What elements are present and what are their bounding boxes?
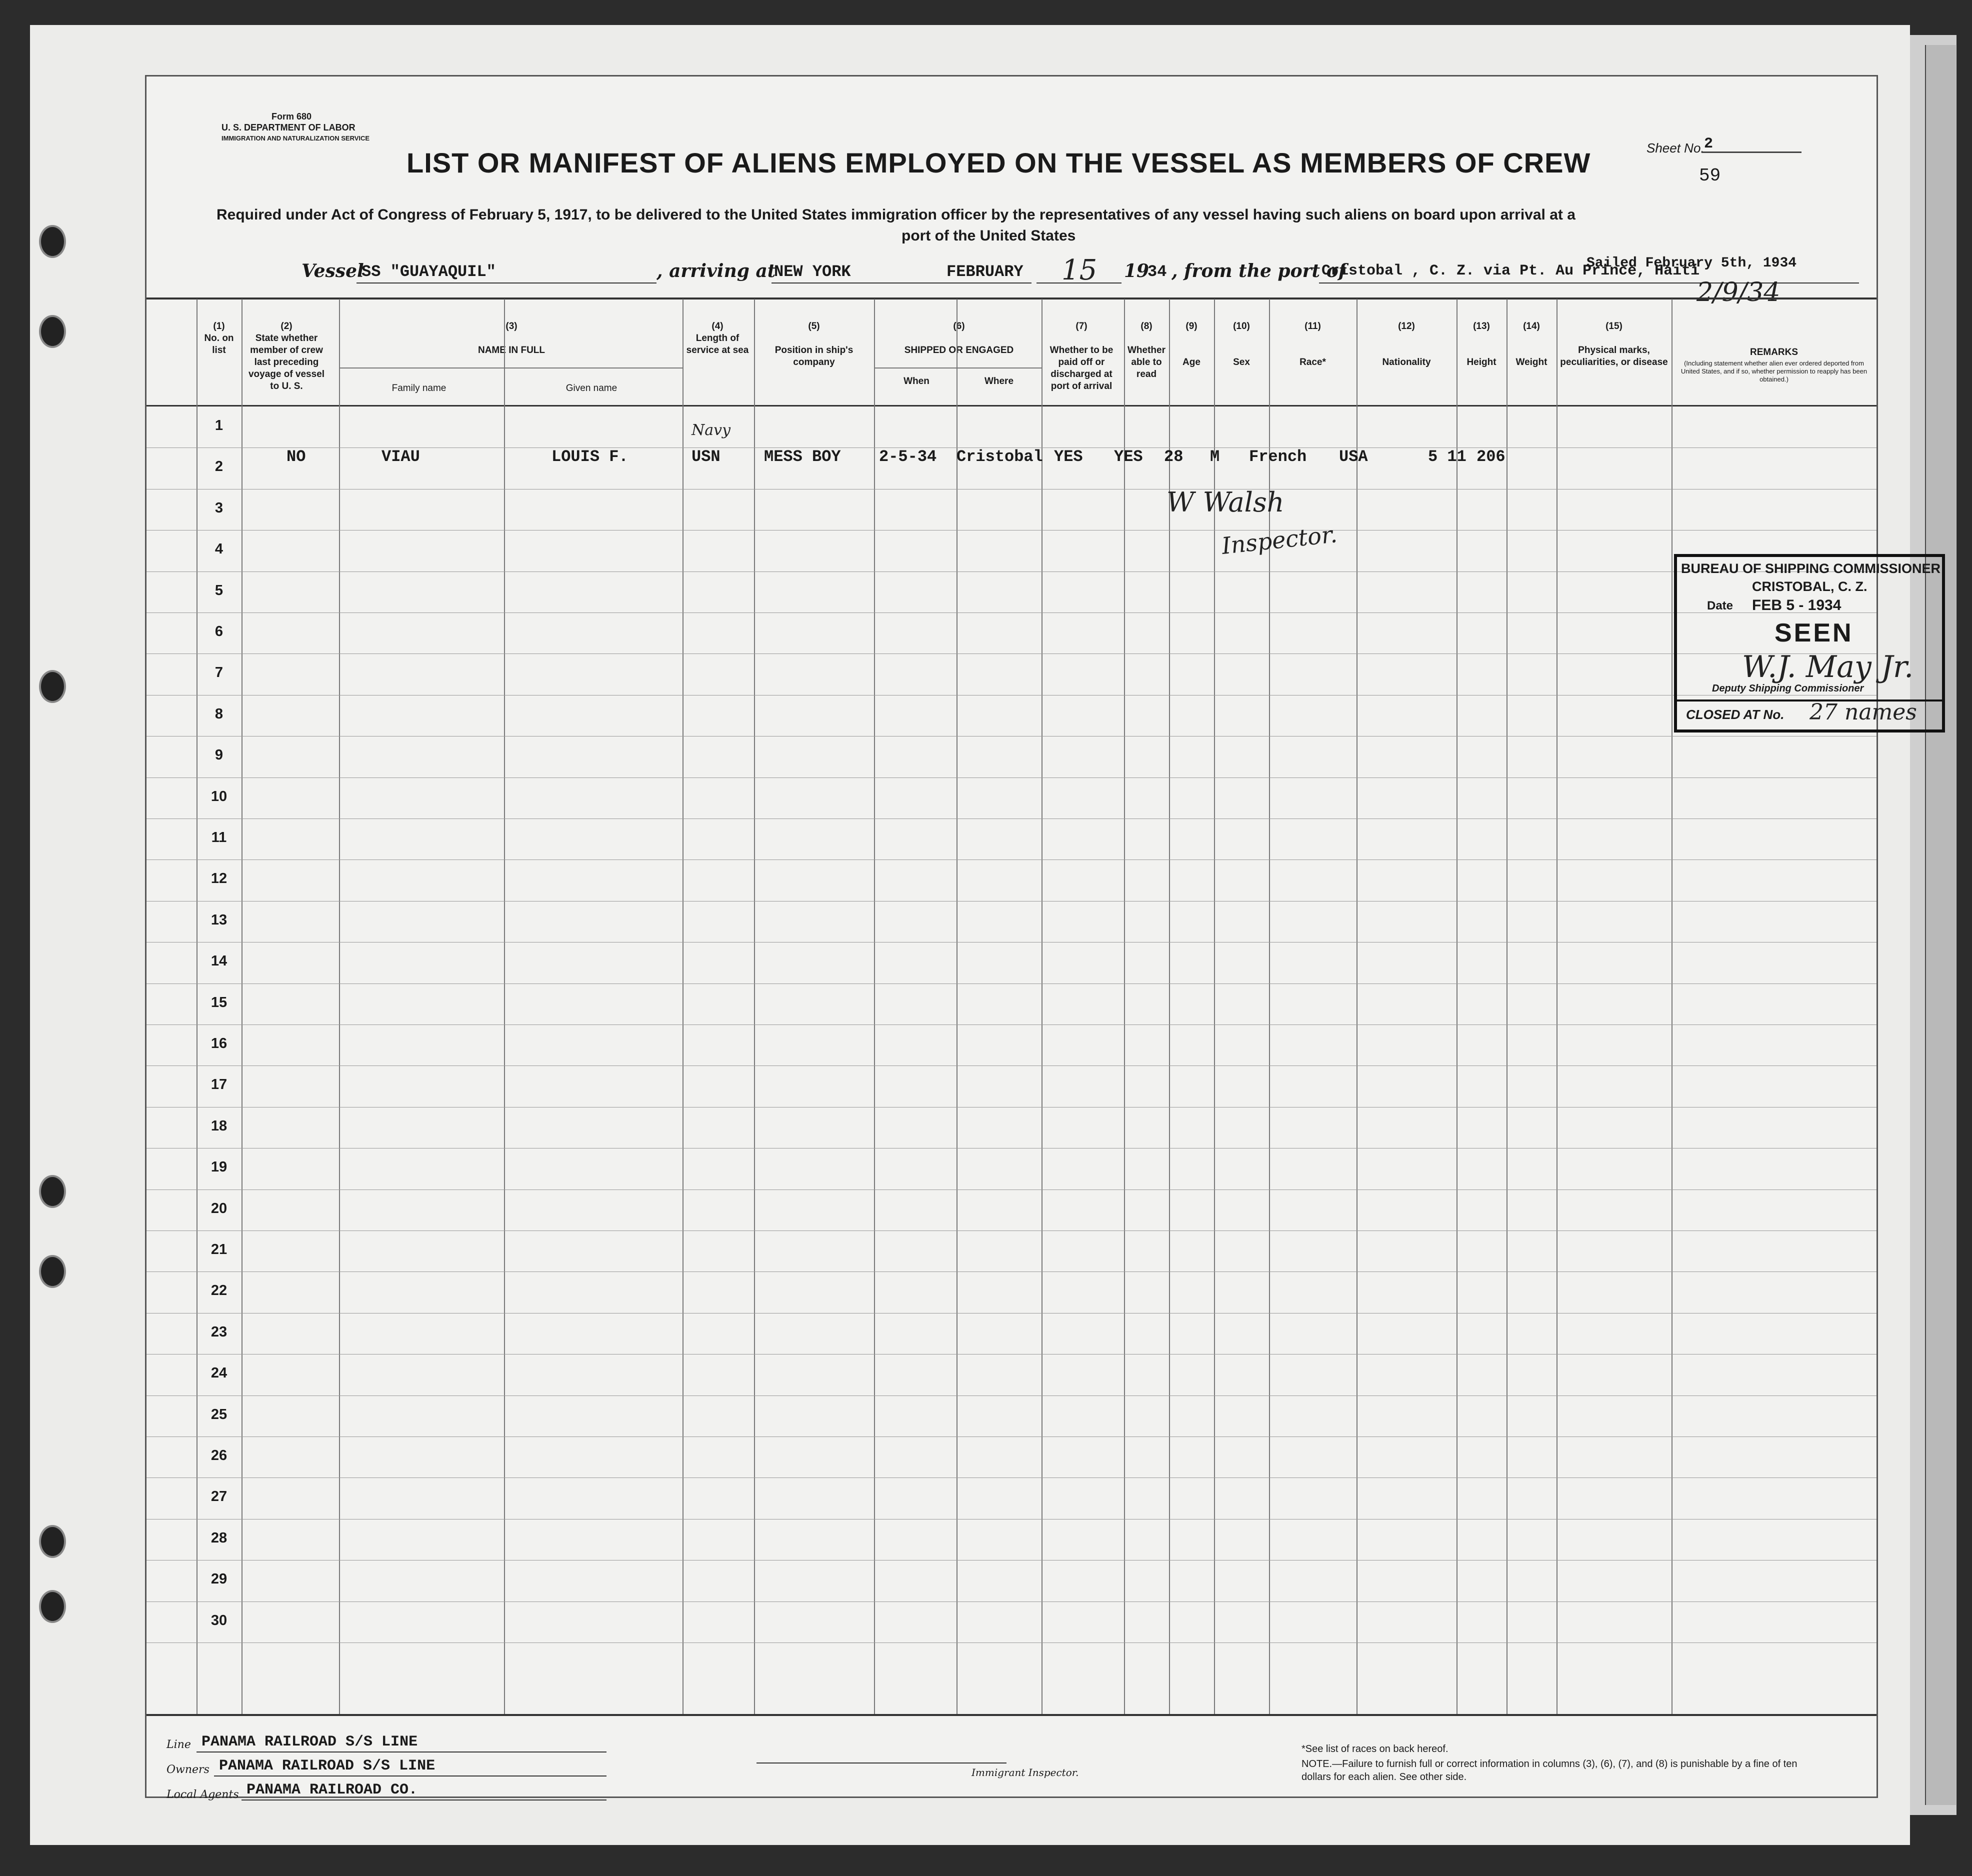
footer-note: NOTE.—Failure to furnish full or correct information in columns (3), (6), (7), and (8) is punishable by a fine of ten dollars for each alien. See other side. bbox=[1302, 1758, 1798, 1782]
row-number: 14 bbox=[210, 953, 228, 970]
from-port-label: , from the port of bbox=[1172, 260, 1346, 282]
row-number: 13 bbox=[210, 912, 228, 928]
col-header-9: (9) Age bbox=[1182, 321, 1200, 368]
sheet-number: 2 bbox=[1704, 136, 1714, 152]
agents-label: Local Agents bbox=[166, 1788, 239, 1801]
row-number: 24 bbox=[210, 1365, 228, 1382]
stamp-line2: CRISTOBAL, C. Z. bbox=[1752, 579, 1868, 594]
subtitle-line2: port of the United States bbox=[902, 228, 1076, 244]
grid-row-rule bbox=[146, 489, 1876, 490]
service-note: Navy bbox=[692, 422, 731, 439]
immigrant-inspector-label: Immigrant Inspector. bbox=[972, 1766, 1079, 1778]
arriving-port: NEW YORK bbox=[774, 262, 851, 281]
grid-column-rule bbox=[754, 299, 755, 1714]
family-name-header: Family name bbox=[392, 383, 446, 394]
grid-row-rule bbox=[146, 1642, 1876, 1643]
row-number: 28 bbox=[210, 1530, 228, 1546]
handwritten-date: 2/9/34 bbox=[1696, 278, 1780, 308]
col-header-14: (14) Weight bbox=[1516, 321, 1548, 368]
col-header-4: (4) Length of service at sea bbox=[686, 321, 749, 356]
inspector-signature: W Walsh bbox=[1166, 486, 1284, 518]
row-number: 9 bbox=[214, 747, 224, 764]
day-underline bbox=[1036, 282, 1122, 284]
col-header-13: (13) Height bbox=[1466, 321, 1496, 368]
punch-hole bbox=[39, 1175, 66, 1208]
row-number: 23 bbox=[210, 1324, 228, 1340]
grid-column-rule bbox=[196, 299, 198, 1714]
grid-column-rule bbox=[1556, 299, 1558, 1714]
punch-hole bbox=[39, 1525, 66, 1558]
col-header-1: (1) No. on list bbox=[204, 321, 234, 356]
agents-value: PANAMA RAILROAD CO. bbox=[246, 1782, 418, 1798]
col-header-12: (12) Nationality bbox=[1382, 321, 1431, 368]
stamp-closed-label: CLOSED AT No. bbox=[1686, 707, 1784, 722]
punch-hole bbox=[39, 225, 66, 258]
back-page-edge-2 bbox=[1925, 45, 1956, 1805]
row-number: 21 bbox=[210, 1242, 228, 1258]
grid-column-rule bbox=[504, 299, 505, 1714]
row-number: 3 bbox=[214, 500, 224, 516]
inspector-signature-line bbox=[756, 1762, 1006, 1764]
row-number: 30 bbox=[210, 1612, 228, 1628]
grid-row-rule bbox=[146, 1436, 1876, 1437]
sheet-underline bbox=[1702, 152, 1802, 153]
row-number: 15 bbox=[210, 994, 228, 1010]
sex: M bbox=[1210, 448, 1220, 466]
arriving-underline bbox=[772, 282, 1032, 284]
stamp-seen: SEEN bbox=[1774, 618, 1854, 648]
row-number: 5 bbox=[214, 582, 224, 598]
col-header-5: (5) Position in ship's company bbox=[774, 321, 854, 368]
arrival-year: 34 bbox=[1148, 262, 1167, 281]
sheet-label: Sheet No. bbox=[1646, 140, 1704, 156]
row-number: 27 bbox=[210, 1488, 228, 1505]
vessel-underline bbox=[356, 282, 656, 284]
grid-row-rule bbox=[146, 818, 1876, 819]
vessel-label: Vessel bbox=[302, 260, 364, 282]
grid-column-rule bbox=[956, 299, 958, 1714]
line-value: PANAMA RAILROAD S/S LINE bbox=[202, 1734, 418, 1750]
row-number: 7 bbox=[214, 664, 224, 681]
grid-column-rule bbox=[1456, 299, 1458, 1714]
height: 5 11 bbox=[1428, 448, 1466, 466]
grid-row-rule bbox=[146, 1313, 1876, 1314]
given-name: LOUIS F. bbox=[552, 448, 628, 466]
stamp-line1: BUREAU OF SHIPPING COMMISSIONER bbox=[1681, 561, 1941, 576]
table-bottom-rule bbox=[146, 1714, 1876, 1716]
arrival-day: 15 bbox=[1062, 254, 1098, 286]
grid-column-rule bbox=[874, 299, 875, 1714]
vessel-name: SS "GUAYAQUIL" bbox=[362, 262, 496, 281]
row-number: 26 bbox=[210, 1448, 228, 1464]
stamp-signature: W.J. May Jr. bbox=[1742, 650, 1914, 684]
arriving-label: , arriving at bbox=[656, 260, 776, 282]
department: U. S. DEPARTMENT OF LABOR bbox=[222, 122, 356, 132]
races-note: *See list of races on back hereof. bbox=[1302, 1744, 1448, 1754]
shipped-where: Cristobal bbox=[956, 448, 1043, 466]
grid-column-rule bbox=[682, 299, 684, 1714]
where-header: Where bbox=[984, 376, 1014, 386]
grid-column-rule bbox=[1506, 299, 1508, 1714]
weight: 206 bbox=[1476, 448, 1506, 466]
race: French bbox=[1249, 448, 1307, 466]
table-top-rule bbox=[146, 298, 1876, 300]
stamped-number: 59 bbox=[1699, 166, 1721, 186]
shipped-when: 2-5-34 bbox=[879, 448, 937, 466]
col-header-2: (2) State whether member of crew last preceding voyage of vessel to U. S. bbox=[248, 321, 325, 392]
grid-row-rule bbox=[146, 901, 1876, 902]
remarks-note: (Including statement whether alien ever ordered deported from United States, and if so, whether permission to reapply has been obtained.) bbox=[1680, 360, 1868, 383]
row-number: 19 bbox=[210, 1159, 228, 1176]
able-to-read: YES bbox=[1114, 448, 1143, 466]
prev-voyage: NO bbox=[286, 448, 306, 466]
age: 28 bbox=[1164, 448, 1184, 466]
row-number: 29 bbox=[210, 1571, 228, 1588]
arrival-month: FEBRUARY bbox=[946, 262, 1024, 281]
grid-column-rule bbox=[1124, 299, 1125, 1714]
punch-hole bbox=[39, 1255, 66, 1288]
grid-row-rule bbox=[146, 695, 1876, 696]
stamp-date: FEB 5 - 1934 bbox=[1752, 597, 1842, 614]
given-name-header: Given name bbox=[566, 383, 618, 394]
grid-row-rule bbox=[146, 1107, 1876, 1108]
header-bottom-rule bbox=[146, 405, 1876, 406]
row-number: 22 bbox=[210, 1282, 228, 1299]
grid-row-rule bbox=[146, 1519, 1876, 1520]
shipping-commissioner-stamp bbox=[1674, 554, 1945, 732]
col-header-10: (10) Sex bbox=[1233, 321, 1250, 368]
service-length: USN bbox=[692, 448, 720, 466]
row-number: 18 bbox=[210, 1118, 228, 1134]
family-name: VIAU bbox=[382, 448, 420, 466]
from-port: Cristobal , C. Z. via Pt. Au Prince, Haiti bbox=[1322, 262, 1700, 280]
row-number: 25 bbox=[210, 1406, 228, 1422]
subtitle-line1: Required under Act of Congress of February 5, 1917, to be delivered to the United States immigration officer by the representatives of any vessel having such aliens on board upon arrival at a bbox=[216, 206, 1576, 223]
stamp-closed-value: 27 names bbox=[1810, 700, 1917, 725]
form-number: Form 680 bbox=[272, 112, 312, 122]
stamp-date-label: Date bbox=[1707, 599, 1734, 612]
col-header-6: (6) SHIPPED OR ENGAGED bbox=[904, 321, 1014, 356]
grid-row-rule bbox=[146, 1024, 1876, 1025]
row-number: 4 bbox=[214, 541, 224, 558]
punch-hole bbox=[39, 670, 66, 703]
owners-value: PANAMA RAILROAD S/S LINE bbox=[219, 1758, 436, 1774]
row-number: 2 bbox=[214, 458, 224, 475]
grid-column-rule bbox=[339, 299, 340, 1714]
row-number: 12 bbox=[210, 870, 228, 887]
row-number: 20 bbox=[210, 1200, 228, 1216]
row-number: 17 bbox=[210, 1076, 228, 1093]
row-number: 8 bbox=[214, 706, 224, 722]
year-prefix: 19 bbox=[1124, 260, 1150, 282]
row-number: 10 bbox=[210, 788, 228, 804]
inspector-title: Inspector. bbox=[1220, 520, 1338, 560]
col-header-8: (8) Whether able to read bbox=[1128, 321, 1166, 380]
punch-hole bbox=[39, 1590, 66, 1623]
line-label: Line bbox=[166, 1738, 191, 1751]
row-number: 6 bbox=[214, 624, 224, 640]
row-number: 1 bbox=[214, 418, 224, 434]
when-header: When bbox=[904, 376, 930, 386]
grid-column-rule bbox=[1356, 299, 1358, 1714]
row-number: 11 bbox=[211, 830, 227, 846]
nationality: USA bbox=[1339, 448, 1368, 466]
col-header-7: (7) Whether to be paid off or discharged at port of arrival bbox=[1050, 321, 1114, 392]
col-header-15: (15) Physical marks, peculiarities, or disease bbox=[1560, 321, 1668, 368]
col-header-3: (3) NAME IN FULL bbox=[478, 321, 546, 356]
service: IMMIGRATION AND NATURALIZATION SERVICE bbox=[222, 134, 370, 142]
col-header-remarks: REMARKS bbox=[1750, 347, 1798, 358]
owners-label: Owners bbox=[166, 1764, 210, 1776]
sailed-date: Sailed February 5th, 1934 bbox=[1586, 256, 1797, 271]
grid-row-rule bbox=[146, 1230, 1876, 1231]
row-number: 16 bbox=[210, 1036, 228, 1052]
paid-off: YES bbox=[1054, 448, 1083, 466]
position: MESS BOY bbox=[764, 448, 841, 466]
manifest-sheet bbox=[145, 75, 1941, 1801]
stamp-signer-title: Deputy Shipping Commissioner bbox=[1712, 683, 1864, 694]
grid-row-rule bbox=[146, 612, 1876, 613]
page-title: LIST OR MANIFEST OF ALIENS EMPLOYED ON THE VESSEL AS MEMBERS OF CREW bbox=[406, 147, 1591, 178]
punch-hole bbox=[39, 315, 66, 348]
col-header-11: (11) Race* bbox=[1300, 321, 1326, 368]
